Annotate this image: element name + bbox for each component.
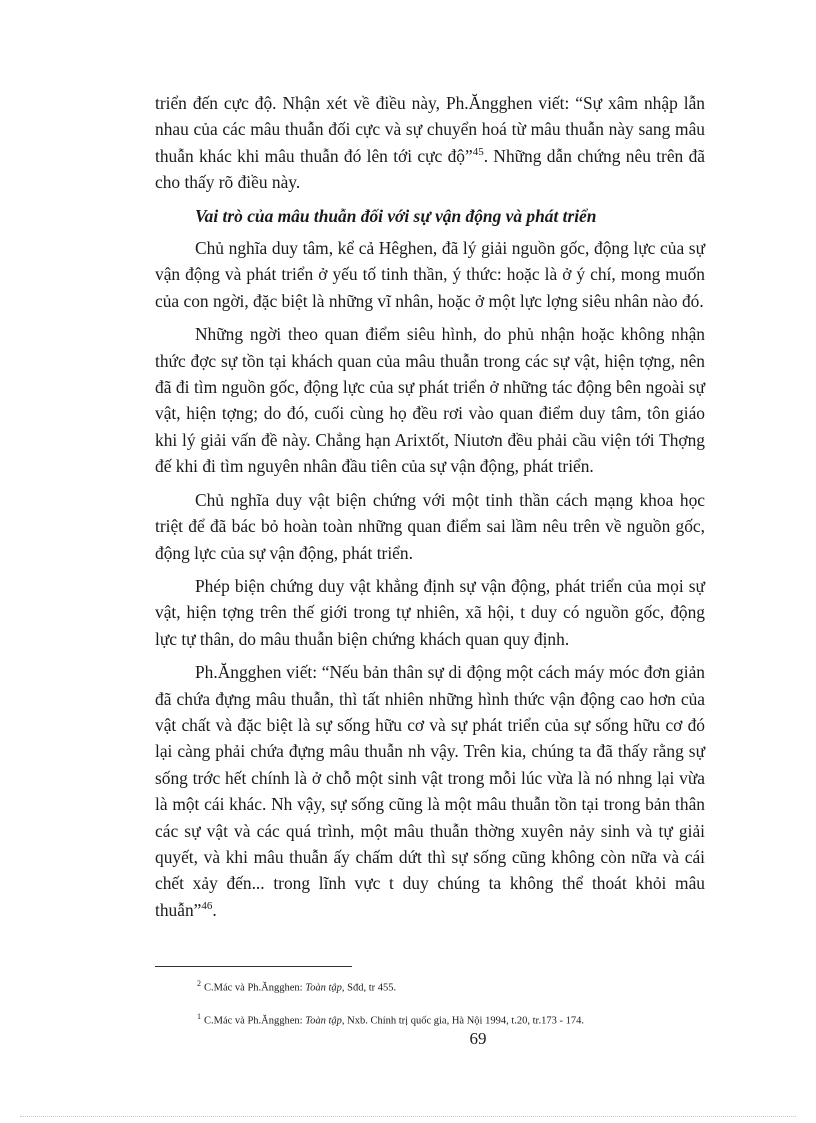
paragraph-2: Chủ nghĩa duy tâm, kể cả Hêghen, đã lý giải nguồn gốc, động lực của sự vận động và phát triển ở yếu tố tinh thần, ý thức: hoặc là ở ý chí, mong muốn của con ngời, đặc biệt là những vĩ nhân, hoặc ở một lực lợng siêu nhân nào đó. (155, 238, 705, 311)
footnote-separator (155, 966, 352, 967)
section-heading: Vai trò của mâu thuẫn đối với sự vận động và phát triển (195, 205, 597, 226)
footnote-ref-45[interactable]: 45 (472, 146, 484, 159)
footnote-ref-46[interactable]: 46 (201, 899, 213, 912)
paragraph-4: Chủ nghĩa duy vật biện chứng với một tinh thần cách mạng khoa học triệt để đã bác bỏ hoàn toàn những quan điểm sai lầm nêu trên về nguồn gốc, động lực của sự vận động, phát triển. (155, 489, 705, 563)
paragraph-1: triển đến cực độ. Nhận xét về điều này, Ph.Ăngghen viết: “Sự xâm nhập lẫn nhau của các mâu thuẫn đối cực và sự chuyển hoá từ mâu thuẫn này sang mâu thuẫn khác khi mâu thuẫn đó lên tới cực độ”$^{45}$. Những dẫn chứng nêu trên đã cho thấy rõ điều này. (155, 93, 705, 193)
paragraph-3: Những ngời theo quan điểm siêu hình, do phủ nhận hoặc không nhận thức đợc sự tồn tại khách quan của mâu thuẫn trong các sự vật, hiện tợng, nên đã đi tìm nguồn gốc, động lực của sự phát triển ở những tác động bên ngoài sự vật, hiện tợng; do đó, cuối cùng họ đều rơi vào quan điểm duy tâm, tôn giáo khi lý giải vấn đề này. Chẳng hạn Arixtốt, Niutơn đều phải cầu viện tới Thợng đế khi đi tìm nguyên nhân đầu tiên của sự vận động, phát triển. (155, 324, 705, 477)
page-bottom-border (20, 1116, 796, 1117)
footnote-1: $^2$ C.Mác và Ph.Ăngghen: Toàn tập, Sđd, tr 455. (197, 979, 397, 994)
footnote-2: $^1$ C.Mác và Ph.Ăngghen: Toàn tập, Nxb. Chính trị quốc gia, Hà Nội 1994, t.20, tr.173 - 174. (197, 1011, 584, 1026)
page-number: 69 (469, 1029, 487, 1048)
paragraph-6: Ph.Ăngghen viết: “Nếu bản thân sự di động một cách máy móc đơn giản đã chứa đựng mâu thuẫn, thì tất nhiên những hình thức vận động cao hơn của vật chất và đặc biệt là sự sống hữu cơ và sự phát triển của sự sống hữu cơ đó lại càng phải chứa đựng mâu thuẫn nh vậy. Trên kia, chúng ta đã thấy rằng sự sống trớc hết chính là ở chỗ một sinh vật trong mỗi lúc vừa là nó nhng lại vừa là một cái khác. Nh vậy, sự sống cũng là một mâu thuẫn tồn tại trong bản thân các sự vật và các quá trình, một mâu thuẫn thờng xuyên nảy sinh và tự giải quyết, và khi mâu thuẫn ấy chấm dứt thì sự sống cũng không còn nữa và cái chết xảy đến... trong lĩnh vực t duy chúng ta không thể thoát khỏi mâu thuẫn”$^{46}$. (155, 662, 705, 920)
body-text (155, 90, 705, 930)
paragraph-5: Phép biện chứng duy vật khẳng định sự vận động, phát triển của mọi sự vật, hiện tợng trên thế giới trong tự nhiên, xã hội, t duy có nguồn gốc, động lực tự thân, do mâu thuẫn biện chứng khách quan quy định. (155, 575, 705, 649)
